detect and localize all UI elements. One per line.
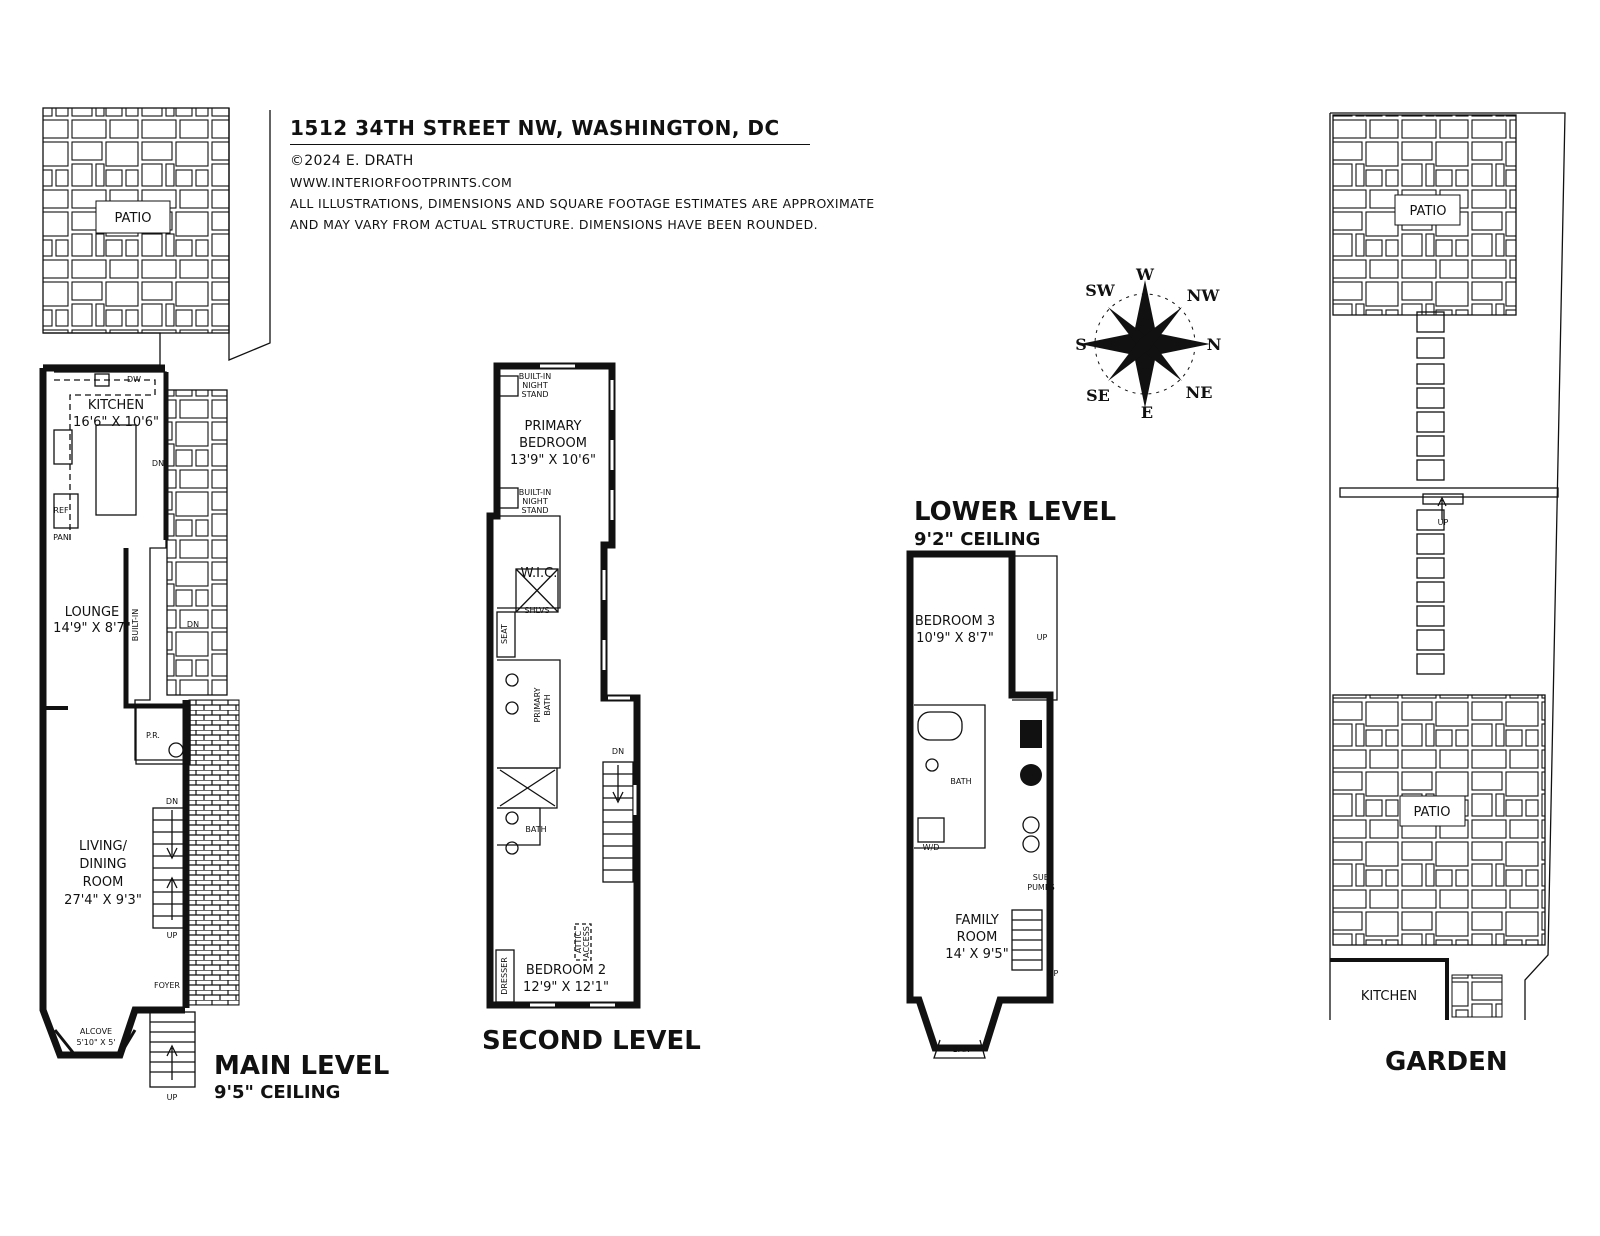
kitchen-down-label: DN xyxy=(151,459,165,468)
nightstand-2-label-c: STAND xyxy=(521,506,549,515)
nightstand-1-label-c: STAND xyxy=(521,390,549,399)
alcove-dimensions: 5'10" X 5' xyxy=(76,1038,116,1047)
bedroom-2-dimensions: 12'9" X 12'1" xyxy=(523,980,609,995)
second-level-plan xyxy=(482,366,701,1056)
built-in-label: BUILT-IN xyxy=(131,608,140,642)
lounge-dimensions: 14'9" X 8'7" xyxy=(53,621,131,636)
dishwasher-label: DW xyxy=(126,375,142,384)
second-level-title: SECOND LEVEL xyxy=(482,1026,701,1056)
brick-walkway xyxy=(189,700,239,1005)
compass-w: W xyxy=(1136,265,1154,284)
compass-ne: NE xyxy=(1185,383,1213,402)
main-level-title: MAIN LEVEL xyxy=(214,1051,390,1081)
dresser-label: DRESSER xyxy=(500,957,509,995)
primary-bath-label-2: BATH xyxy=(543,694,552,716)
compass-rose xyxy=(1075,265,1221,422)
lounge-down-label: DN xyxy=(186,620,200,629)
main-patio-label: PATIO xyxy=(114,211,152,226)
stair-up-label: UP xyxy=(166,931,178,940)
foyer-label: FOYER xyxy=(154,981,180,990)
compass-n: N xyxy=(1206,335,1222,354)
stepping-stones xyxy=(1417,312,1444,674)
attic-access-label-1: ATTIC xyxy=(574,930,583,954)
family-room-label-1: FAMILY xyxy=(955,913,999,928)
primary-bedroom-label-1: PRIMARY xyxy=(524,419,582,434)
bedroom-3-label: BEDROOM 3 xyxy=(914,614,996,629)
lounge-label: LOUNGE xyxy=(64,605,120,620)
main-level-ceiling: 9'5" CEILING xyxy=(214,1082,341,1103)
bedroom-3-dimensions: 10'9" X 8'7" xyxy=(916,631,994,646)
main-level-plan xyxy=(43,108,389,1103)
lower-bath-label: BATH xyxy=(950,777,972,786)
nightstand-1-label-b: NIGHT xyxy=(522,381,548,390)
shelves-label: SHLVS xyxy=(524,606,550,615)
primary-bedroom-dimensions: 13'9" X 10'6" xyxy=(510,453,596,468)
garden-up-label: UP xyxy=(1437,518,1449,527)
lower-level-plan xyxy=(910,497,1116,1058)
primary-bath-label-1: PRIMARY xyxy=(533,687,542,723)
garden-kitchen-label: KITCHEN xyxy=(1360,989,1418,1004)
lower-stair-up-label: UP xyxy=(1047,969,1059,978)
sub-pumps-label-1: SUB xyxy=(1032,873,1050,882)
garden-patio-bottom-label: PATIO xyxy=(1413,805,1451,820)
family-room-label-2: ROOM xyxy=(956,930,998,945)
primary-bedroom-label-2: BEDROOM xyxy=(519,436,587,451)
living-label-1: LIVING/ xyxy=(79,839,127,854)
entry-up-label: UP xyxy=(166,1093,178,1102)
refrigerator-label: REF xyxy=(53,506,69,515)
nightstand-2-label-a: BUILT-IN xyxy=(518,488,552,497)
bath-label: BATH xyxy=(525,825,547,834)
pantry-label: PAN xyxy=(53,533,69,542)
compass-s: S xyxy=(1075,335,1087,354)
garden-plan xyxy=(1330,113,1565,1077)
washer-dryer-label: W/D xyxy=(922,843,940,852)
powder-room-label: P.R. xyxy=(146,731,160,740)
sub-pumps-label-2: PUMPS xyxy=(1027,883,1055,892)
nightstand-2-label-b: NIGHT xyxy=(522,497,548,506)
seat-label: SEAT xyxy=(500,624,509,644)
family-room-dimensions: 14' X 9'5" xyxy=(945,947,1009,962)
side-walkway-stones xyxy=(167,390,227,695)
compass-se: SE xyxy=(1086,386,1110,405)
bedroom-2-label: BEDROOM 2 xyxy=(525,963,607,978)
compass-sw: SW xyxy=(1085,281,1115,300)
disclaimer-line-1: ALL ILLUSTRATIONS, DIMENSIONS AND SQUARE FOOTAGE ESTIMATES ARE APPROXIMATE xyxy=(290,196,875,211)
compass-e: E xyxy=(1140,403,1154,422)
compass-nw: NW xyxy=(1186,286,1220,305)
lower-level-ceiling: 9'2" CEILING xyxy=(914,529,1041,550)
kitchen-label: KITCHEN xyxy=(87,398,145,413)
kitchen-dimensions: 16'6" X 10'6" xyxy=(73,415,159,430)
second-stair-down-label: DN xyxy=(611,747,625,756)
copyright: ©2024 E. DRATH xyxy=(290,153,414,169)
garden-patio-top-label: PATIO xyxy=(1409,204,1447,219)
nightstand-1-label-a: BUILT-IN xyxy=(518,372,552,381)
disclaimer-line-2: AND MAY VARY FROM ACTUAL STRUCTURE. DIMENSIONS HAVE BEEN ROUNDED. xyxy=(290,217,819,232)
living-dimensions: 27'4" X 9'3" xyxy=(64,893,142,908)
living-label-3: ROOM xyxy=(82,875,124,890)
lower-window-up-label: UP xyxy=(1036,633,1048,642)
living-label-2: DINING xyxy=(79,857,127,872)
stair-down-label: DN xyxy=(165,797,179,806)
property-address: 1512 34TH STREET NW, WASHINGTON, DC xyxy=(290,116,810,145)
website: WWW.INTERIORFOOTPRINTS.COM xyxy=(290,175,513,190)
attic-access-label-2: ACCESS xyxy=(582,926,591,958)
alcove-label: ALCOVE xyxy=(79,1027,113,1036)
bar-label: BAR xyxy=(952,1045,970,1054)
lower-level-title: LOWER LEVEL xyxy=(914,497,1117,527)
garden-title: GARDEN xyxy=(1385,1047,1508,1077)
walk-in-closet-label: W.I.C. xyxy=(520,566,558,581)
